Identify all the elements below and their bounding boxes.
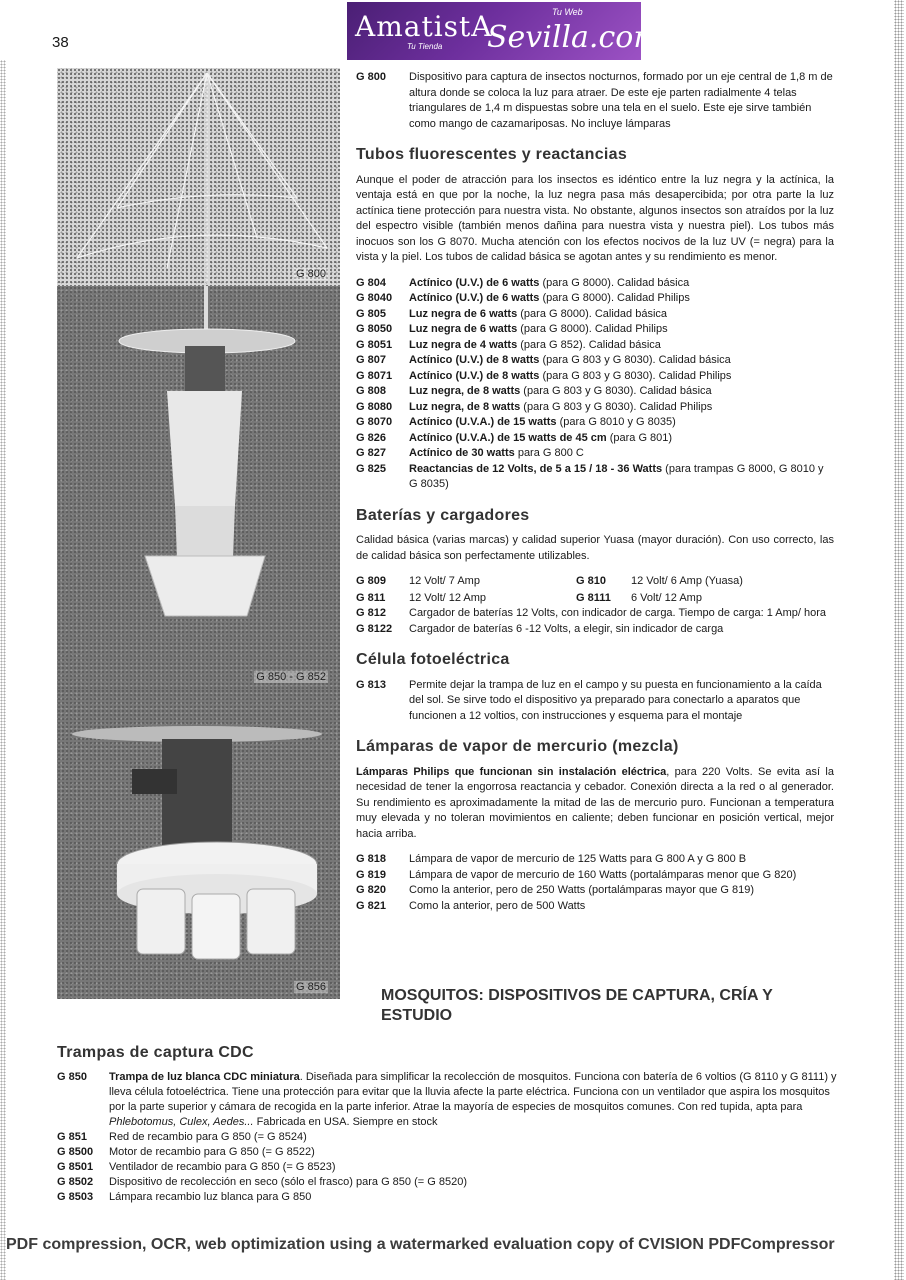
list-item [356,606,834,622]
logo-main-text: AmatistA [355,10,493,43]
product-code: G 811 [356,591,386,604]
list-item [57,1190,847,1205]
product-code: G 813 [356,678,386,691]
product-detail: (para G 803 y G 8030). Calidad Philips [520,400,713,413]
photo-label: G 850 - G 852 [256,671,326,683]
product-description: Red de recambio para G 850 (= G 8524) [109,1131,307,1143]
mosquitos-heading: MOSQUITOS: DISPOSITIVOS DE CAPTURA, CRÍA Y ESTUDIO [381,987,773,1024]
watermark-text: PDF compression, OCR, web optimization using a watermarked evaluation copy of CVISION PDFCompressor [6,1236,835,1253]
product-code: G 805 [356,307,386,320]
list-item [57,1130,847,1145]
product-code: G 807 [356,354,386,366]
list-item [356,431,834,447]
product-code: G 8070 [356,416,393,428]
photo-g800-tent-trap [57,68,340,286]
scan-edge-left [0,60,6,1280]
list-item [356,276,834,292]
photo-g856-trap [57,689,340,999]
right-column [356,70,834,914]
product-name: Luz negra, de 8 watts [409,385,521,397]
product-code: G 8503 [57,1191,94,1203]
product-description: Ventilador de recambio para G 850 (= G 8523) [109,1161,336,1173]
section-title-lamparas: Lámparas de vapor de mercurio (mezcla) [356,738,679,755]
product-description: Lámpara recambio luz blanca para G 850 [109,1191,312,1203]
tubos-list [356,276,834,493]
section-title-tubos: Tubos fluorescentes y reactancias [356,146,628,163]
product-code: G 8111 [576,591,611,604]
product-code: G 825 [356,462,386,475]
tubos-paragraph: Aunque el poder de atracción para los insectos es idéntico entre la luz negra y la actínica, la ventaja está en que por la noche, la luz negra pasa más desapercibida; por otra parte la luz actínica tiene protección para nuestra vista. No obstante, algunos insectos son atraídos por la luz del espectro visible (también menos dañina para nuestra vista y nuestra piel). Los tubos más inocuos son los G 8070. Mucha atención con los efectos nocivos de la luz UV (= negra) para la vista y la piel. Los tubos de calidad básica se agotan antes y su rendimiento es menor. [356,173,834,263]
list-item [356,462,834,493]
product-name: Luz negra, de 8 watts [409,400,521,413]
product-description: Cargador de baterías 12 Volts, con indicador de carga. Tiempo de carga: 1 Amp/ hora [409,607,827,619]
product-detail: (para G 803 y G 8030). Calidad Philips [539,369,732,382]
product-code: G 8122 [356,622,393,635]
cdc-trap-illustration [57,286,340,689]
product-code: G 810 [576,575,606,587]
product-description: Como la anterior, pero de 500 Watts [409,899,586,912]
product-name: Actínico (U.V.A.) de 15 watts [409,416,557,428]
product-code: G 8501 [57,1161,94,1173]
product-code: G 808 [356,385,386,397]
product-description: Motor de recambio para G 850 (= G 8522) [109,1146,315,1158]
product-code: G 8050 [356,323,393,335]
product-description: Permite dejar la trampa de luz en el campo y su puesta en funcionamiento a la caída del sol. Se sirve todo el dispositivo ya preparado para conectarlo a aparatos que funcionen a 12 voltios, con instrucciones y esquema para el montaje [409,678,822,722]
list-item [356,868,834,884]
product-name: Actínico (U.V.) de 8 watts [409,369,540,382]
lamparas-lead: Lámparas Philips que funcionan sin instalación eléctrica [356,765,667,778]
product-detail: (para G 803 y G 8030). Calidad básica [520,385,712,397]
list-item [356,322,834,338]
list-item [356,400,834,416]
product-code: G 826 [356,431,386,444]
product-description: 12 Volt/ 12 Amp [409,591,487,604]
photo-column [57,68,340,999]
product-code: G 821 [356,899,386,912]
product-description: 6 Volt/ 12 Amp [631,591,702,604]
scan-edge-right [894,0,904,1280]
product-name: Luz negra de 4 watts [409,338,518,351]
product-description: Lámpara de vapor de mercurio de 160 Watts (portalámparas menor que G 820) [409,868,797,881]
list-item [356,291,834,307]
product-code: G 851 [57,1131,87,1143]
product-name: Actínico de 30 watts [409,447,515,459]
product-name: Luz negra de 6 watts [409,307,518,320]
list-item [57,1145,847,1160]
product-code: G 850 [57,1071,87,1083]
product-code: G 8051 [356,338,393,351]
product-description: Dispositivo de recolección en seco (sólo el frasco) para G 850 (= G 8520) [109,1176,467,1188]
product-code: G 818 [356,853,386,865]
product-detail: . Diseñada para simplificar la recolección de mosquitos. Funciona con batería de 6 voltios (G 8110 y G 8111) y lleva célula fotoeléctrica. Tiene una protección para evitar que la lluvia afecte la parte eléctrica. Funciona con un ventilador que aspira los mosquitos por la parte superior y cámara de recogida en la parte inferior. Atrae la mayoría de especies de mosquitos comunes. Con red tupida, apta para [109,1071,837,1113]
list-item [356,353,834,369]
product-code: G 800 [356,71,386,83]
page-number: 38 [52,34,69,51]
list-item [356,307,834,323]
product-name: Actínico (U.V.) de 8 watts [409,354,540,366]
cdc-section [57,1045,847,1205]
photo-label: G 856 [296,981,326,993]
lamparas-paragraph [356,765,834,843]
section-title-baterias: Baterías y cargadores [356,506,530,524]
product-name: Trampa de luz blanca CDC miniatura [109,1071,300,1083]
site-logo[interactable] [347,2,662,60]
product-name: Actínico (U.V.) de 6 watts [409,292,540,304]
product-code: G 8500 [57,1146,94,1158]
list-item [57,1160,847,1175]
baterias-paragraph: Calidad básica (varias marcas) y calidad superior Yuasa (mayor duración). Con uso correcto, las de calidad básica son perfectamente utilizables. [356,534,834,562]
product-description: 12 Volt/ 6 Amp (Yuasa) [631,575,743,587]
product-detail: para G 800 C [514,447,584,459]
product-description: Dispositivo para captura de insectos nocturnos, formado por un eje central de 1,8 m de altura donde se coloca la luz para atraer. De este eje parten radialmente 4 telas triangulares de 1,4 m dispuestas sobre una tela en el suelo. Este eje sirve también como mango de cazamariposas. No incluye lámparas [409,71,833,130]
list-item [356,883,834,899]
product-origin: Fabricada en USA. Siempre en stock [253,1116,438,1128]
product-g850 [57,1070,847,1130]
product-code: G 8080 [356,400,393,413]
product-code: G 8502 [57,1176,94,1188]
product-detail: (para G 852). Calidad básica [517,338,661,351]
photo-g850-cdc-trap [57,286,340,689]
product-code: G 8040 [356,292,393,304]
list-item [356,338,834,354]
product-code: G 809 [356,575,386,587]
baterias-grid [356,574,834,606]
photo-label: G 800 [296,268,326,280]
product-detail: (para G 8000). Calidad Philips [517,323,668,335]
list-item [356,415,834,431]
product-detail: (para G 8000). Calidad Philips [539,292,690,304]
list-item [356,622,834,638]
list-item [57,1175,847,1190]
product-name: Luz negra de 6 watts [409,323,518,335]
product-detail: (para G 8000). Calidad básica [539,276,690,289]
product-name: Reactancias de 12 Volts, de 5 a 15 / 18 - 36 Watts [409,462,663,475]
product-detail: (para G 8010 y G 8035) [556,416,676,428]
product-code: G 8071 [356,369,393,382]
product-detail: (para trampas G 8000, G 8010 y G 8035) [409,462,824,490]
product-detail: (para G 8000). Calidad básica [517,307,668,320]
product-description: 12 Volt/ 7 Amp [409,575,480,587]
product-code: G 827 [356,447,386,459]
lamparas-text: , para 220 Volts. Se evita así la necesidad de tener la engorrosa reactancia y cebador. Conexión directa a la red o al generador. Su rendimiento es aproximadamente la mitad de las de mercurio puro. Funcionan a temperatura muy elevada y no toleran movimientos en caliente; deben funcionar en posición vertical, mejor hacia arriba. [356,765,834,840]
product-code: G 804 [356,276,386,289]
collector-trap-illustration [57,689,340,999]
product-description: Como la anterior, pero de 250 Watts (portalámparas mayor que G 819) [409,884,755,896]
section-title-celula: Célula fotoeléctrica [356,651,510,668]
product-description: Cargador de baterías 6 -12 Volts, a elegir, sin indicador de carga [409,622,724,635]
product-code: G 812 [356,607,386,619]
product-detail: (para G 803 y G 8030). Calidad básica [539,354,731,366]
product-description: Lámpara de vapor de mercurio de 125 Watts para G 800 A y G 800 B [409,853,747,865]
list-item [356,446,834,462]
logo-tagline-web: Tu Web [552,7,583,17]
product-g800 [356,70,834,132]
list-item [356,852,834,868]
product-detail: (para G 801) [606,431,673,444]
product-name: Actínico (U.V.A.) de 15 watts de 45 cm [409,431,607,444]
logo-script-text: Sevilla.com [487,20,662,55]
product-species: Phlebotomus, Culex, Aedes... [109,1116,254,1128]
list-item [356,369,834,385]
list-item [356,384,834,400]
tent-trap-illustration [57,68,340,286]
list-item [356,678,834,725]
section-title-cdc: Trampas de captura CDC [57,1044,254,1061]
product-code: G 820 [356,884,386,896]
product-code: G 819 [356,868,386,881]
logo-tagline-shop: Tu Tienda [407,42,443,51]
list-item [356,899,834,915]
product-name: Actínico (U.V.) de 6 watts [409,276,540,289]
